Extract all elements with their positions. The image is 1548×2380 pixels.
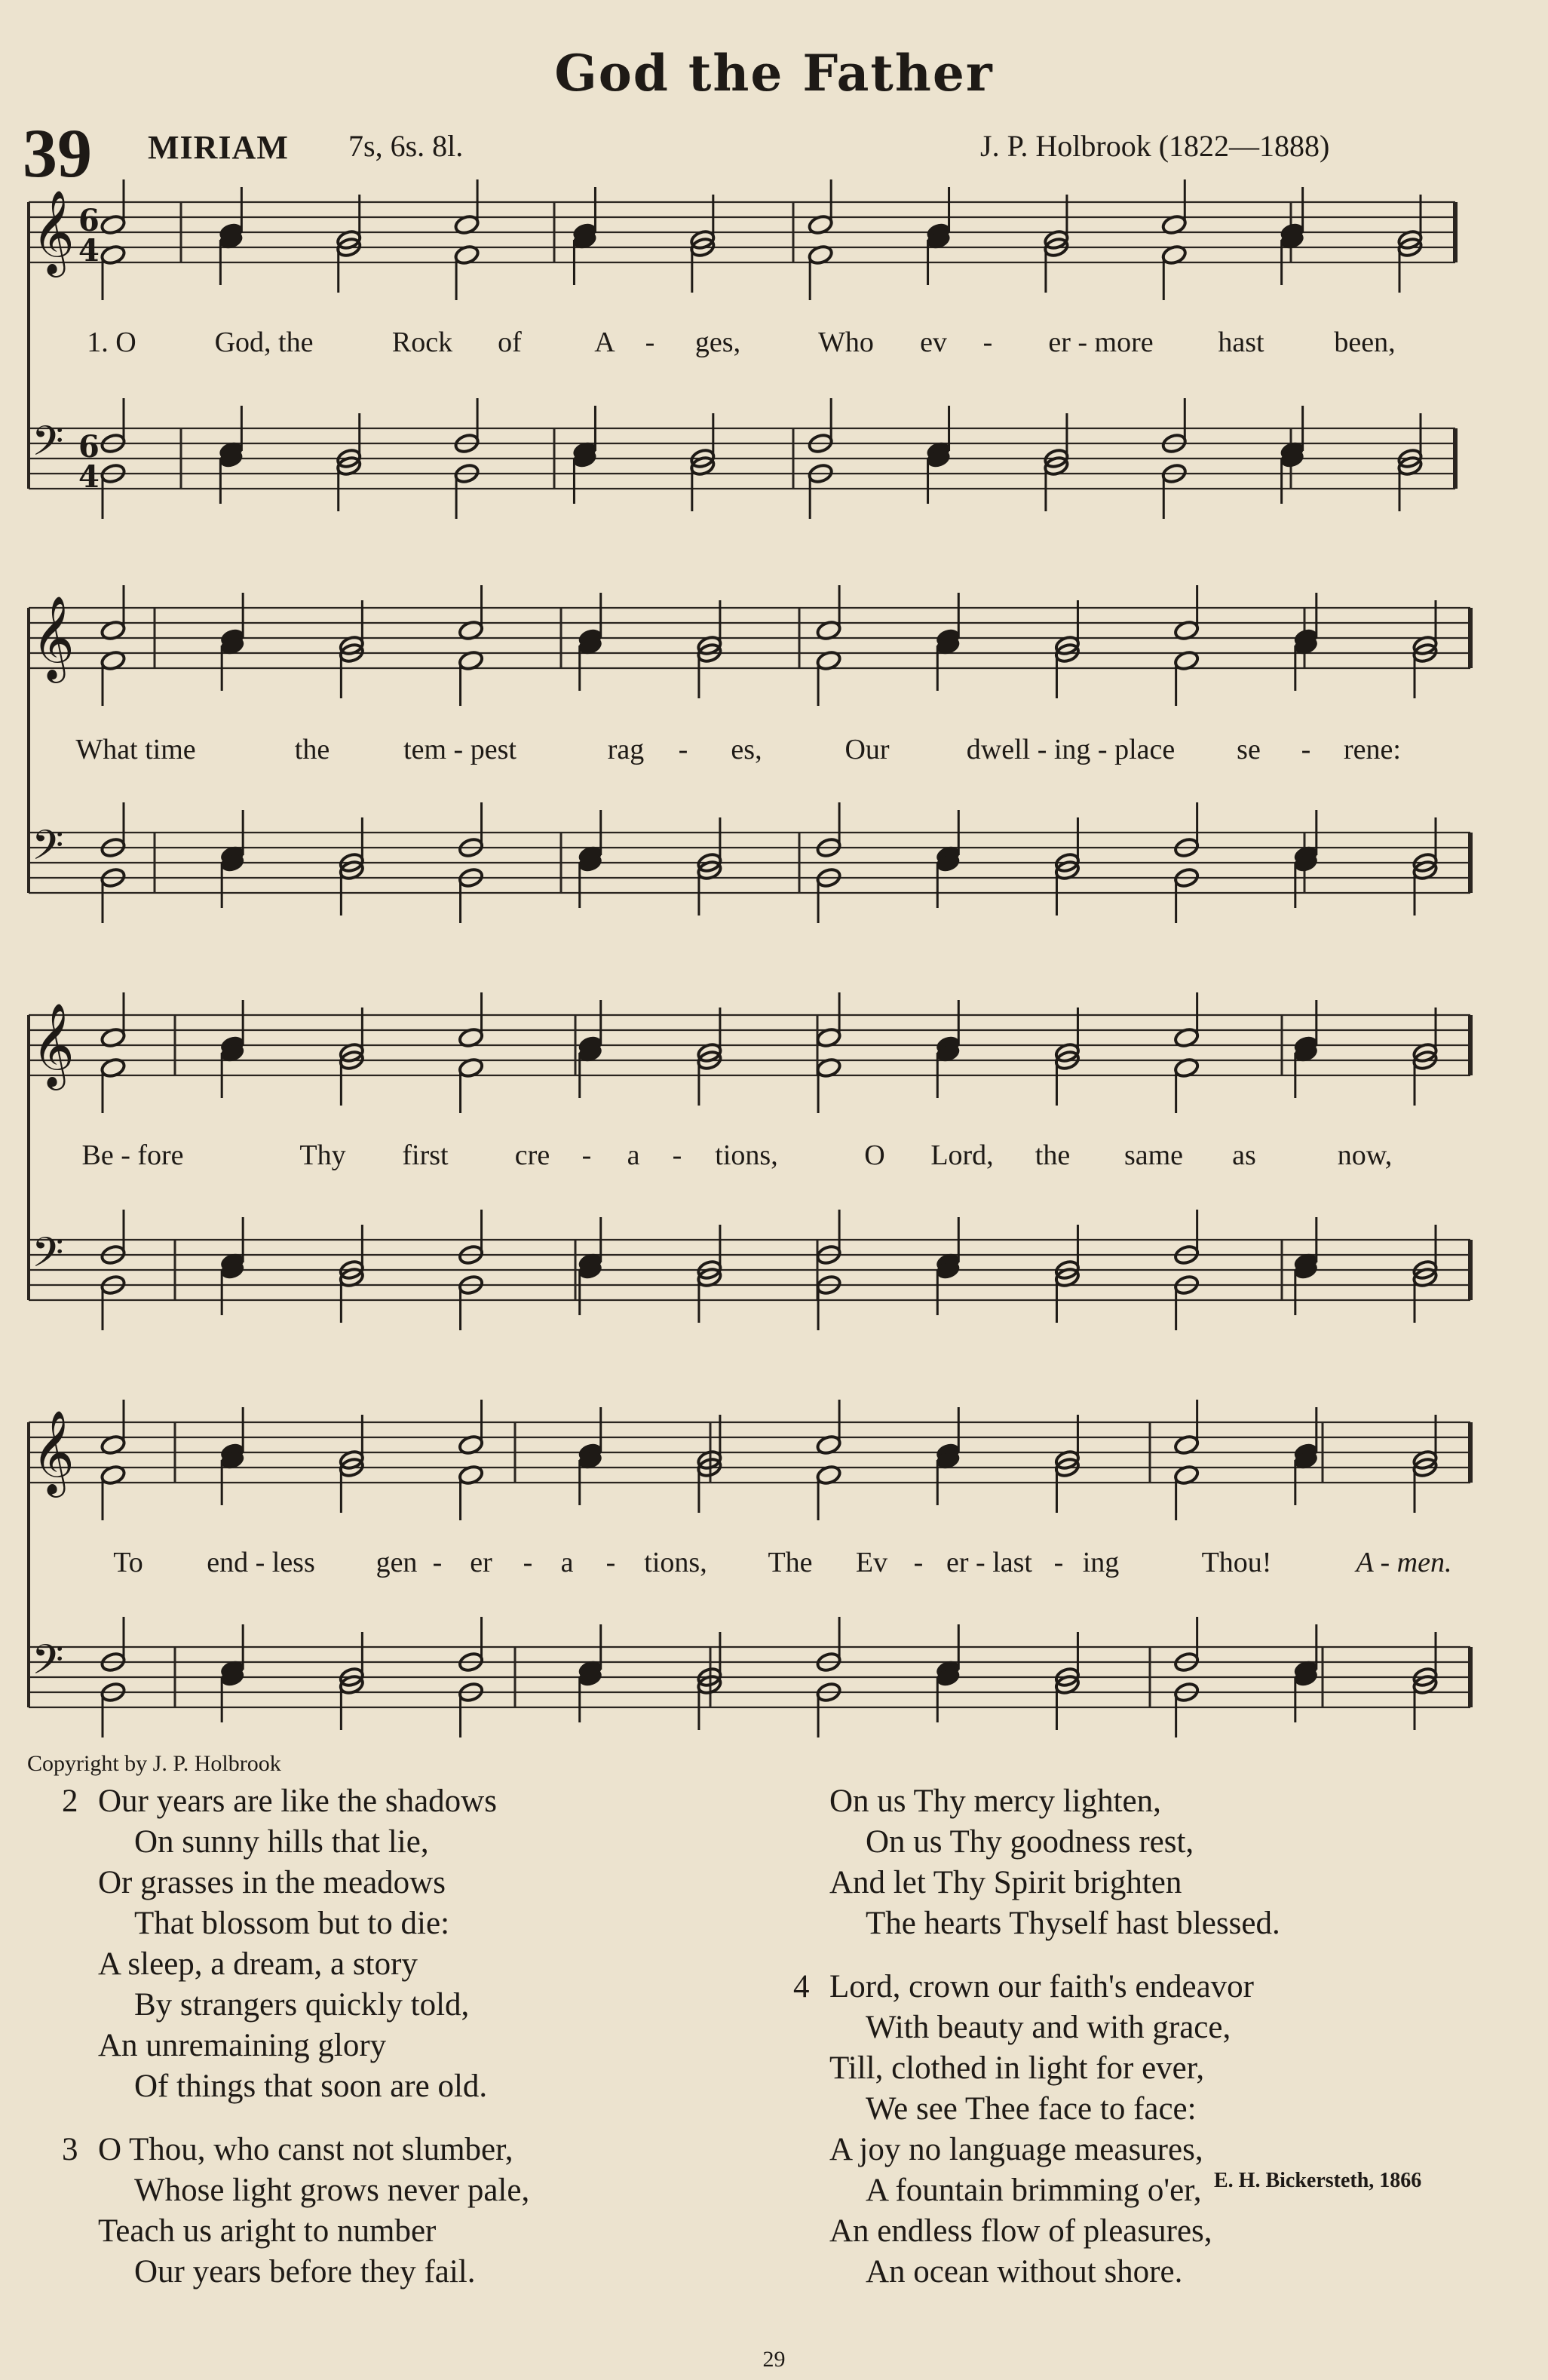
stanza-line: Or grasses in the meadows — [98, 1865, 446, 1900]
stanza-line: Our years before they fail. — [134, 2254, 476, 2290]
lyric-syllable: gen — [376, 1547, 418, 1578]
stanza-number: 2 — [62, 1783, 78, 1819]
stanza-line: Of things that soon are old. — [134, 2069, 488, 2104]
stanza-number: 4 — [793, 1969, 810, 2004]
lyric-syllable: es, — [731, 734, 762, 765]
lyric-syllable: rene: — [1344, 734, 1401, 765]
lyric-syllable: - — [1301, 734, 1311, 765]
lyric-syllable: tions, — [715, 1139, 778, 1171]
treble-clef-icon: 𝄞 — [32, 595, 75, 679]
stanza-line: A joy no language measures, — [829, 2132, 1203, 2167]
stanza-line: Till, clothed in light for ever, — [829, 2050, 1205, 2086]
time-signature-upper: 6 — [78, 203, 100, 238]
stanza-line: With beauty and with grace, — [866, 2010, 1231, 2045]
stanza-line: On sunny hills that lie, — [134, 1824, 429, 1860]
lyric-syllable: er - more — [1048, 327, 1154, 358]
lyric-syllable: Ev — [855, 1547, 888, 1578]
stanza-2 — [62, 1781, 497, 2107]
lyric-syllable: To — [113, 1547, 143, 1578]
stanza-line: By strangers quickly told, — [134, 1987, 470, 2023]
lyric-syllable: Rock — [391, 327, 453, 358]
section-title: God the Father — [554, 44, 994, 103]
lyric-syllable: the — [1035, 1139, 1071, 1171]
lyric-row-4 — [30, 1546, 1478, 1584]
lyric-syllable: cre — [514, 1139, 550, 1171]
lyric-syllable: What time — [75, 734, 196, 765]
bass-clef-icon: 𝄢 — [32, 417, 64, 475]
meter: 7s, 6s. 8l. — [348, 129, 464, 163]
treble-clef-icon: 𝄞 — [32, 1002, 75, 1087]
lyric-syllable: now, — [1337, 1139, 1393, 1171]
lyric-syllable: - — [581, 1139, 592, 1171]
stanza-line: An endless flow of pleasures, — [829, 2213, 1212, 2249]
stanza-line: The hearts Thyself hast blessed. — [866, 1906, 1280, 1941]
lyric-amen: A - men. — [1356, 1547, 1452, 1578]
bass-clef-icon: 𝄢 — [32, 1228, 64, 1287]
tune-name: MIRIAM — [148, 129, 289, 166]
treble-clef-icon: 𝄞 — [32, 1409, 75, 1494]
treble-clef-icon: 𝄞 — [32, 189, 75, 274]
lyric-syllable: A — [594, 327, 615, 358]
stanza-line: Lord, crown our faith's endeavor — [829, 1969, 1254, 2004]
lyric-syllable: er — [470, 1547, 492, 1578]
lyric-syllable: - — [982, 327, 993, 358]
lyric-syllable: er - last — [946, 1547, 1032, 1578]
stanza-line: Whose light grows never pale, — [134, 2173, 530, 2208]
lyric-syllable: - — [913, 1547, 924, 1578]
lyric-syllable: same — [1123, 1139, 1184, 1171]
lyric-syllable: Who — [818, 327, 874, 358]
lyric-syllable: tions, — [644, 1547, 707, 1578]
lyric-row-3 — [30, 1139, 1478, 1176]
lyric-syllable: - — [678, 734, 688, 765]
lyric-syllable: Lord, — [930, 1139, 994, 1171]
stanza-line: An ocean without shore. — [866, 2254, 1183, 2290]
lyric-syllable: Our — [845, 734, 890, 765]
bass-clef-icon: 𝄢 — [32, 821, 64, 879]
page-number: 29 — [762, 2347, 786, 2372]
lyric-syllable: been, — [1334, 327, 1396, 358]
lyric-syllable: 1. O — [87, 327, 136, 358]
stanza-3 — [62, 2130, 529, 2293]
lyric-syllable: hast — [1218, 327, 1264, 358]
stanza-line: Teach us aright to number — [98, 2213, 437, 2249]
composer: J. P. Holbrook (1822—1888) — [980, 129, 1330, 163]
hymn-number: 39 — [23, 115, 92, 192]
time-signature-upper: 6 — [78, 429, 100, 465]
lyric-syllable: end - less — [207, 1547, 315, 1578]
text-author: E. H. Bickersteth, 1866 — [1214, 2169, 1422, 2192]
lyric-syllable: ges, — [694, 327, 741, 358]
lyric-syllable: rag — [607, 734, 645, 765]
bass-clef-icon: 𝄢 — [32, 1636, 64, 1694]
stanza-4 — [793, 1967, 1254, 2293]
lyric-syllable: - — [605, 1547, 616, 1578]
lyric-syllable: Be - fore — [81, 1139, 184, 1171]
stanza-number: 3 — [62, 2132, 78, 2167]
lyric-syllable: - — [523, 1547, 533, 1578]
lyric-syllable: ev — [920, 327, 947, 358]
lyric-syllable: a — [560, 1547, 574, 1578]
lyric-row-1 — [30, 326, 1478, 363]
stanza-line: A sleep, a dream, a story — [98, 1946, 418, 1982]
stanza-line: And let Thy Spirit brighten — [829, 1865, 1182, 1900]
lyric-syllable: O — [864, 1139, 885, 1171]
lyric-syllable: as — [1232, 1139, 1256, 1171]
copyright-notice: Copyright by J. P. Holbrook — [27, 1751, 281, 1776]
lyric-syllable: God, the — [214, 327, 314, 358]
lyric-syllable: Thou! — [1201, 1547, 1272, 1578]
lyric-syllable: of — [498, 327, 522, 358]
stanza-line: On us Thy mercy lighten, — [829, 1783, 1161, 1819]
time-signature-lower: 4 — [78, 233, 100, 268]
lyric-syllable: - — [672, 1139, 682, 1171]
lyric-syllable: ing — [1082, 1547, 1120, 1578]
lyric-syllable: - — [645, 327, 655, 358]
lyric-syllable: se — [1237, 734, 1261, 765]
lyric-syllable: tem - pest — [403, 734, 517, 765]
stanza-line: On us Thy goodness rest, — [866, 1824, 1194, 1860]
stanza-3-continued — [829, 1781, 1280, 1944]
lyric-syllable: dwell - ing - place — [966, 734, 1176, 765]
lyric-syllable: a — [627, 1139, 640, 1171]
stanza-line: That blossom but to die: — [134, 1906, 450, 1941]
lyric-syllable: - — [1053, 1547, 1064, 1578]
stanza-line: A fountain brimming o'er, — [866, 2173, 1202, 2208]
lyric-syllable: The — [768, 1547, 813, 1578]
lyric-syllable: Thy — [299, 1139, 346, 1171]
stanza-line: We see Thee face to face: — [866, 2091, 1197, 2127]
stanza-line: An unremaining glory — [98, 2028, 387, 2063]
stanza-line: O Thou, who canst not slumber, — [98, 2132, 513, 2167]
lyric-syllable: first — [402, 1139, 449, 1171]
stanza-line: Our years are like the shadows — [98, 1783, 497, 1819]
lyric-syllable: the — [294, 734, 330, 765]
time-signature-lower: 4 — [78, 459, 100, 495]
lyric-syllable: - — [432, 1547, 443, 1578]
lyric-row-2 — [30, 733, 1478, 771]
